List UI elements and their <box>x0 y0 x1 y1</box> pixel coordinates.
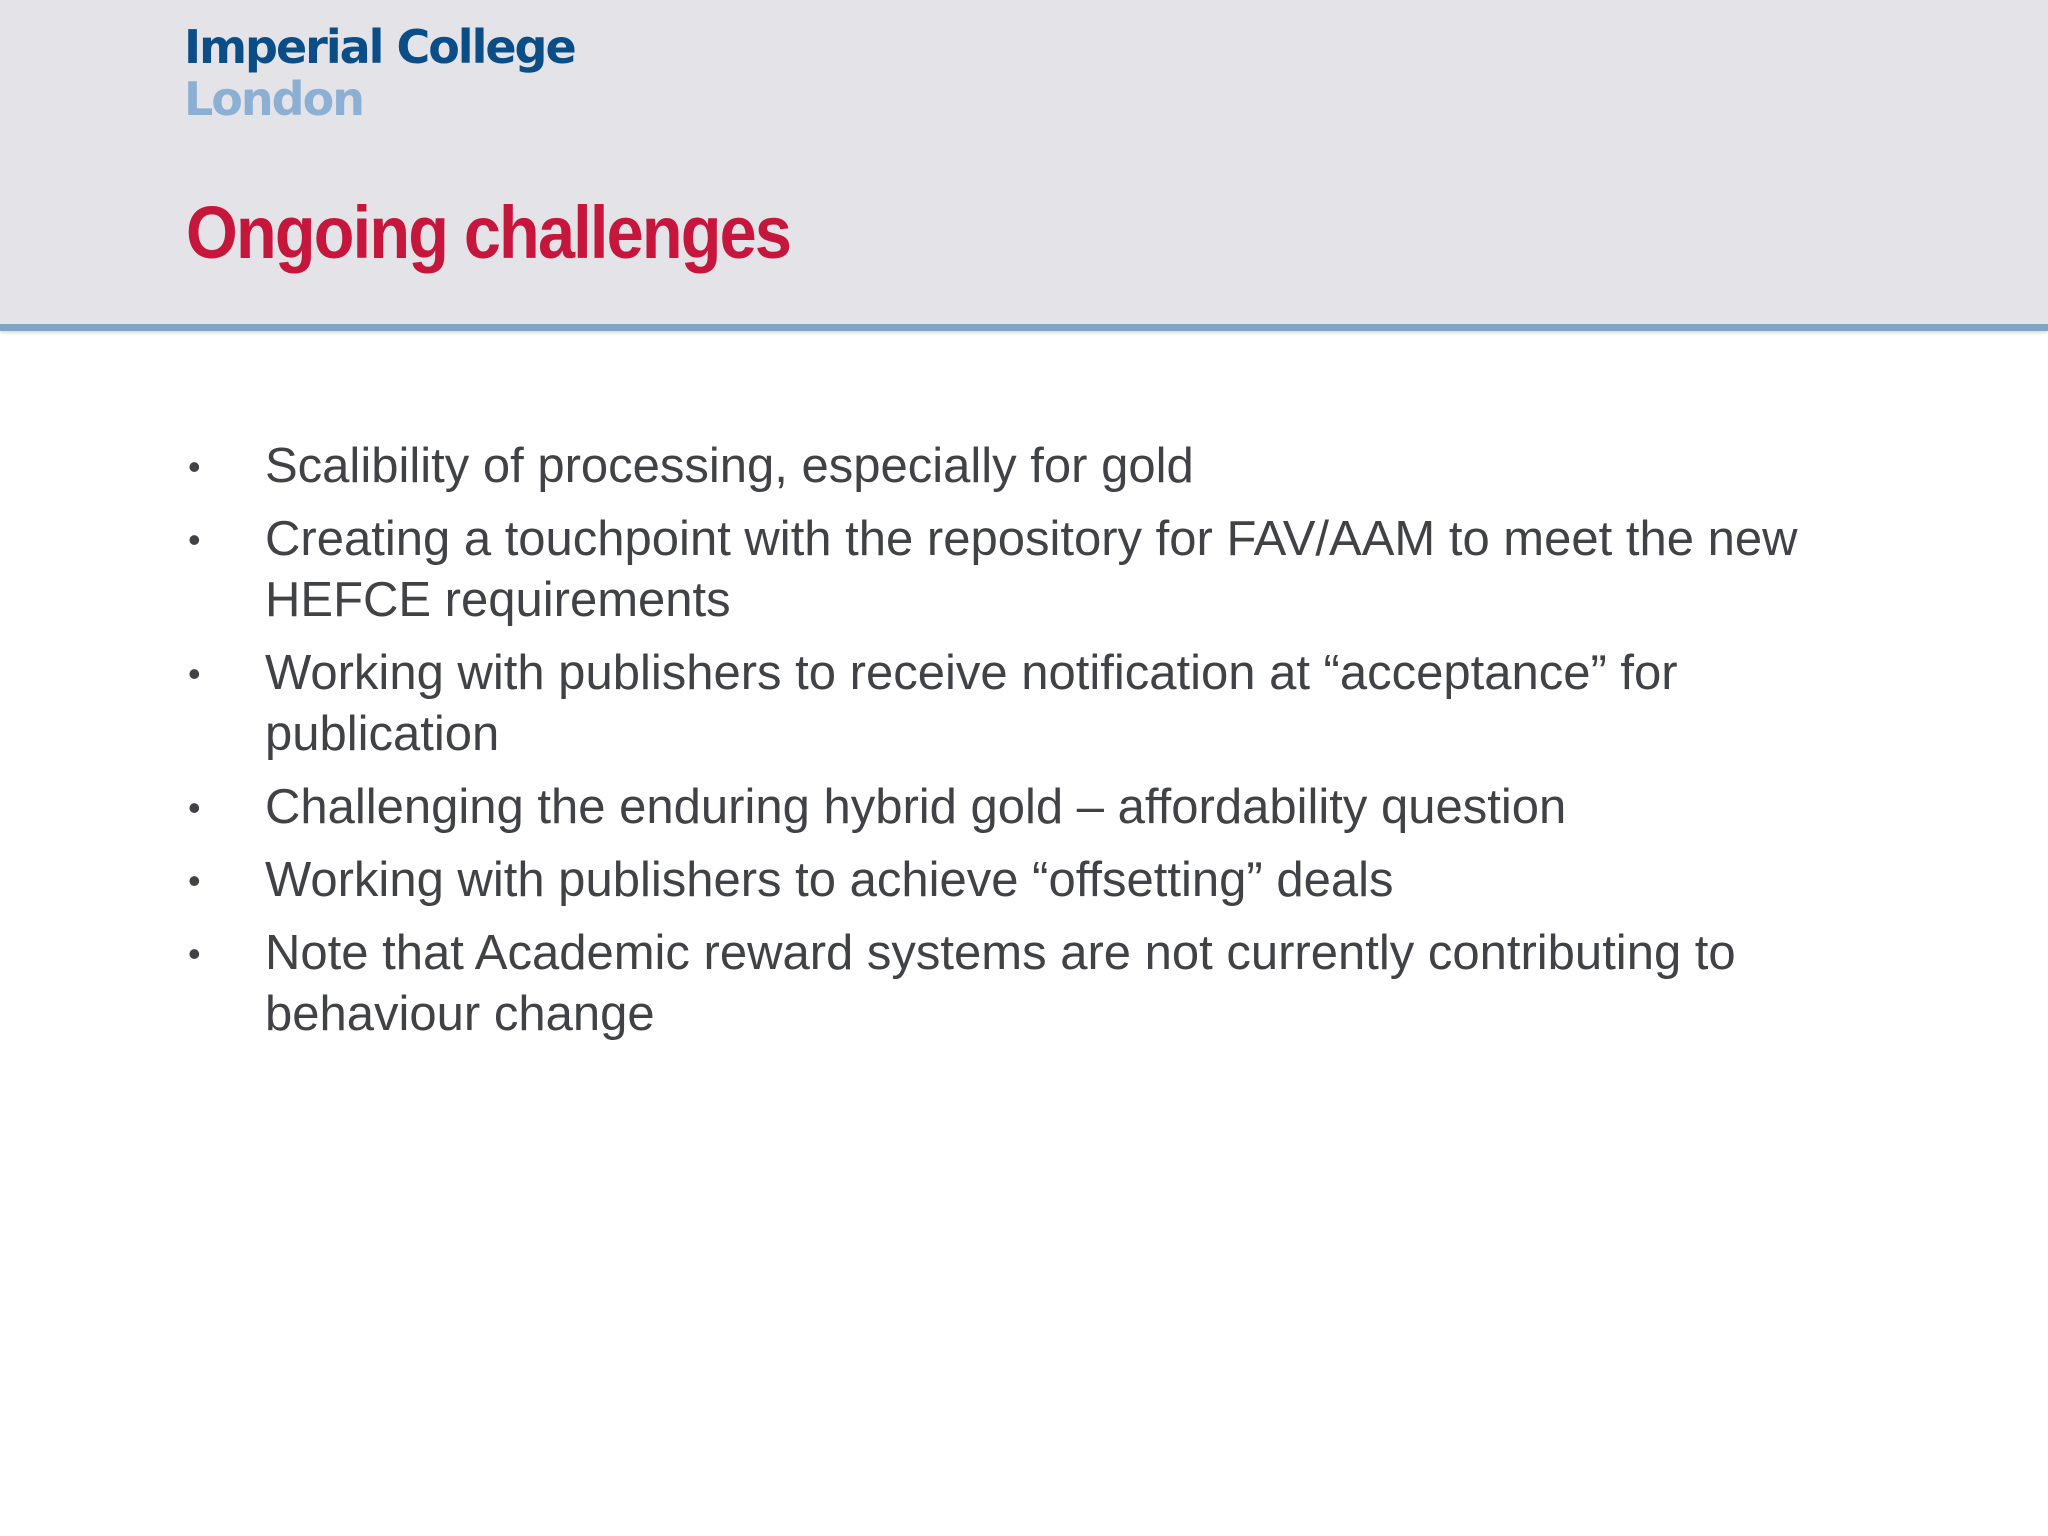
bullet-item <box>184 436 1904 497</box>
bullet-item <box>184 850 1904 911</box>
imperial-college-logo <box>184 20 575 124</box>
bullet-text: Scalibility of processing, especially for gold <box>265 439 1194 493</box>
bullet-text: Working with publishers to receive notification at “acceptance” for publication <box>265 646 1678 761</box>
bullet-icon: • <box>188 787 201 828</box>
bullet-list <box>184 436 1904 1057</box>
bullet-text: Creating a touchpoint with the repository for FAV/AAM to meet the new HEFCE requirements <box>265 512 1798 627</box>
bullet-icon: • <box>188 933 201 974</box>
bullet-icon: • <box>188 860 201 901</box>
bullet-text: Note that Academic reward systems are not currently contributing to behaviour change <box>265 926 1736 1041</box>
slide-header <box>0 0 2048 331</box>
bullet-item <box>184 509 1904 631</box>
bullet-icon: • <box>188 653 201 694</box>
bullet-text: Working with publishers to achieve “offsetting” deals <box>265 853 1394 907</box>
bullet-item <box>184 923 1904 1045</box>
bullet-icon: • <box>188 446 201 487</box>
bullet-item <box>184 643 1904 765</box>
bullet-icon: • <box>188 519 201 560</box>
bullet-text: Challenging the enduring hybrid gold – affordability question <box>265 780 1567 834</box>
slide-title: Ongoing challenges <box>186 191 791 274</box>
logo-text-imperial-college: Imperial College <box>184 20 575 74</box>
logo-text-london: London <box>184 72 363 126</box>
bullet-item <box>184 777 1904 838</box>
